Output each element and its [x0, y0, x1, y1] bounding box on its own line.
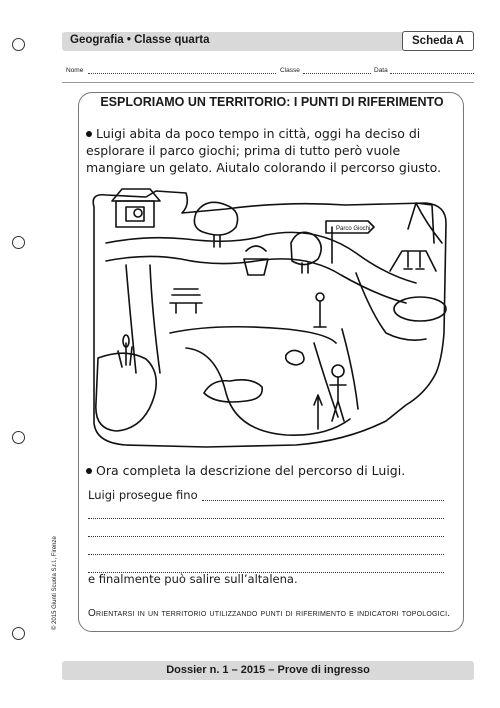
park-border [93, 191, 446, 447]
copyright-note: © 2015 Giunti Scuola S.r.l., Firenze [52, 536, 58, 630]
divider [62, 82, 474, 83]
exercise-title: ESPLORIAMO UN TERRITORIO: I PUNTI DI RIFERIMENTO [100, 95, 444, 109]
completion-prompt-text: Ora completa la descrizione del percorso di Luigi. [96, 463, 406, 478]
path-lower [186, 348, 350, 435]
answer-line-1[interactable] [88, 488, 444, 504]
sheet-label: Scheda A [402, 31, 474, 51]
house-wall [116, 201, 154, 227]
name-field[interactable] [88, 73, 276, 74]
bullet-icon [86, 468, 92, 474]
name-label: Nome [66, 67, 84, 74]
last-line-text: e finalmente può salire sull’altalena. [88, 572, 298, 586]
binder-hole [12, 236, 25, 249]
first-line-text: Luigi prosegue fino [88, 488, 198, 502]
answer-line-last [88, 572, 444, 588]
path-middle [170, 327, 336, 343]
subject-label: Geografia • Classe quarta [70, 34, 210, 46]
lamp-post [314, 301, 326, 327]
answer-line-2[interactable] [88, 506, 444, 522]
map-sign-text: Parco Giochi [336, 226, 371, 232]
person-in-window [134, 209, 142, 217]
slide [408, 203, 442, 243]
luigi-head [332, 365, 344, 377]
instruction-paragraph [86, 125, 456, 176]
instruction-text: Luigi abita da poco tempo in città, oggi ha deciso di esplorare il parco giochi; prima di tutto però vuole mangiare un gelato. Aiutalo colorando il percorso giusto. [86, 126, 442, 175]
binder-hole [12, 431, 25, 444]
park-map[interactable] [86, 183, 452, 451]
start-arrow [314, 395, 322, 429]
bullet-icon [86, 131, 92, 137]
path-left-edge [150, 265, 160, 373]
kiosk-umbrella [246, 246, 266, 251]
completion-prompt [86, 462, 456, 479]
binder-hole [12, 38, 25, 51]
bush-center [204, 380, 262, 402]
date-field[interactable] [390, 73, 474, 74]
date-label: Data [374, 67, 388, 74]
tree-crown [194, 202, 237, 235]
binder-hole [12, 627, 25, 640]
class-field[interactable] [303, 73, 371, 74]
bush-small [286, 350, 304, 365]
bench [170, 289, 202, 313]
student-fields-row [66, 67, 476, 79]
learning-objective: Orientarsi in un territorio utilizzando punti di riferimento e indicatori topologici. [88, 608, 451, 619]
answer-line-4[interactable] [88, 542, 444, 558]
footer-bar: Dossier n. 1 – 2015 – Prove di ingresso [62, 661, 474, 680]
swing [390, 251, 436, 271]
lamp-head [316, 293, 324, 301]
header-bar [62, 32, 474, 51]
class-label: Classe [280, 67, 300, 74]
sandpit [394, 297, 446, 321]
answer-line-3[interactable] [88, 524, 444, 540]
